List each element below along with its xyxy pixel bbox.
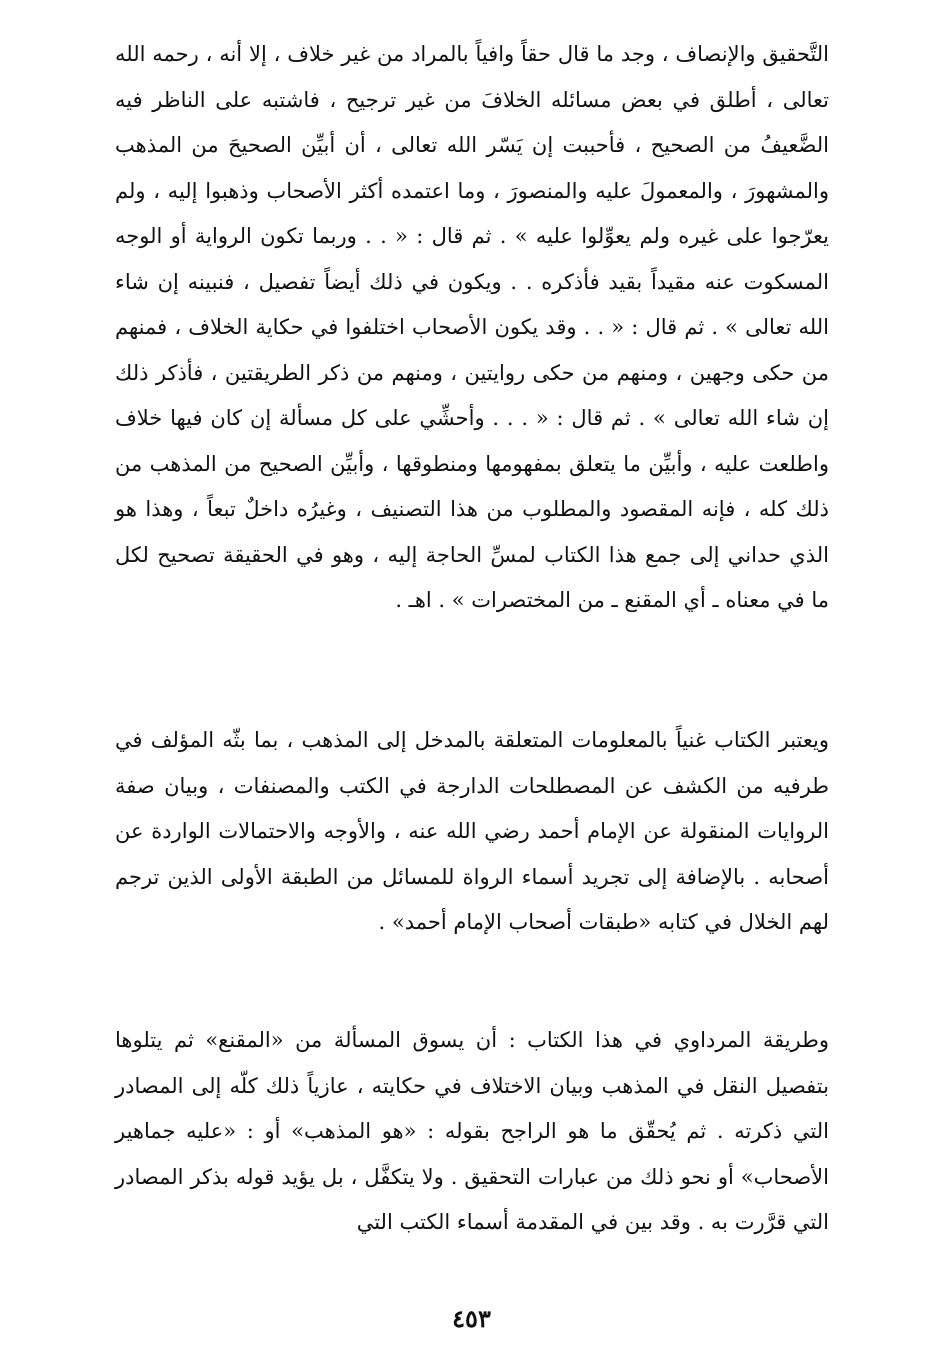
paragraph-text: التَّحقيق والإنصاف ، وجد ما قال حقاً وافياً بالمراد من غير خلاف ، إلا أنه ، رحمه الله تعالى ، أطلق في بعض مسائله الخلافَ من غير ترجيح ، فاشتبه على الناظر فيه الضَّعيفُ من الصحيح ، فأحببت إن يَسّر الله تعالى ، أن أبيِّن الصحيحَ من المذهب والمشهورَ ، والمعمولَ عليه والمنصورَ ، وما اعتمده أكثر الأصحاب وذهبوا إليه ، ولم يعرّجوا على غيره ولم يعوِّلوا عليه » . ثم قال : « . . وربما تكون الرواية أو الوجه المسكوت عنه مقيداً بقيد فأذكره . . ويكون في ذلك أيضاً تفصيل ، فنبينه إن شاء الله تعالى » . ثم قال : « . . وقد يكون الأصحاب اختلفوا في حكاية الخلاف ، فمنهم من حكى وجهين ، ومنهم من حكى روايتين ، ومنهم من ذكر الطريقتين ، فأذكر ذلك إن شاء الله تعالى » . ثم قال : « . . . وأحشِّي على كل مسألة إن كان فيها خلاف واطلعت عليه ، وأبيِّن ما يتعلق بمفهومها ومنطوقها ، وأبيِّن الصحيح من المذهب من ذلك كله ، فإنه المقصود والمطلوب من هذا التصنيف ، وغيرُه داخلٌ تبعاً ، وهذا هو الذي حداني إلى جمع هذا الكتاب لمسِّ الحاجة إليه ، وهو في الحقيقة تصحيح لكل ما في معناه ـ أي المقنع ـ من المختصرات » . اهـ . — [115, 42, 829, 612]
page-number: ٤٥٣ — [452, 1304, 491, 1333]
paragraph-2 — [115, 718, 829, 946]
paragraph-text: ويعتبر الكتاب غنياً بالمعلومات المتعلقة بالمدخل إلى المذهب ، بما بثّه المؤلف في طرفيه من الكشف عن المصطلحات الدارجة في الكتب والمصنفات ، وبيان صفة الروايات المنقولة عن الإمام أحمد رضي الله عنه ، والأوجه والاحتمالات الواردة عن أصحابه . بالإضافة إلى تجريد أسماء الرواة للمسائل من الطبقة الأولى الذين ترجم لهم الخلال في كتابه «طبقات أصحاب الإمام أحمد» . — [115, 728, 829, 934]
paragraph-text: وطريقة المرداوي في هذا الكتاب : أن يسوق المسألة من «المقنع» ثم يتلوها بتفصيل النقل في المذهب وبيان الاختلاف في حكايته ، عازياً ذلك كلّه إلى المصادر التي ذكرته . ثم يُحقّق ما هو الراجح بقوله : «هو المذهب» أو : «عليه جماهير الأصحاب» أو نحو ذلك من عبارات التحقيق . ولا يتكفَّل ، بل يؤيد قوله بذكر المصادر التي قرَّرت به . وقد بين في المقدمة أسماء الكتب التي — [115, 1028, 829, 1234]
paragraph-3 — [115, 1018, 829, 1246]
paragraph-1 — [115, 32, 829, 624]
